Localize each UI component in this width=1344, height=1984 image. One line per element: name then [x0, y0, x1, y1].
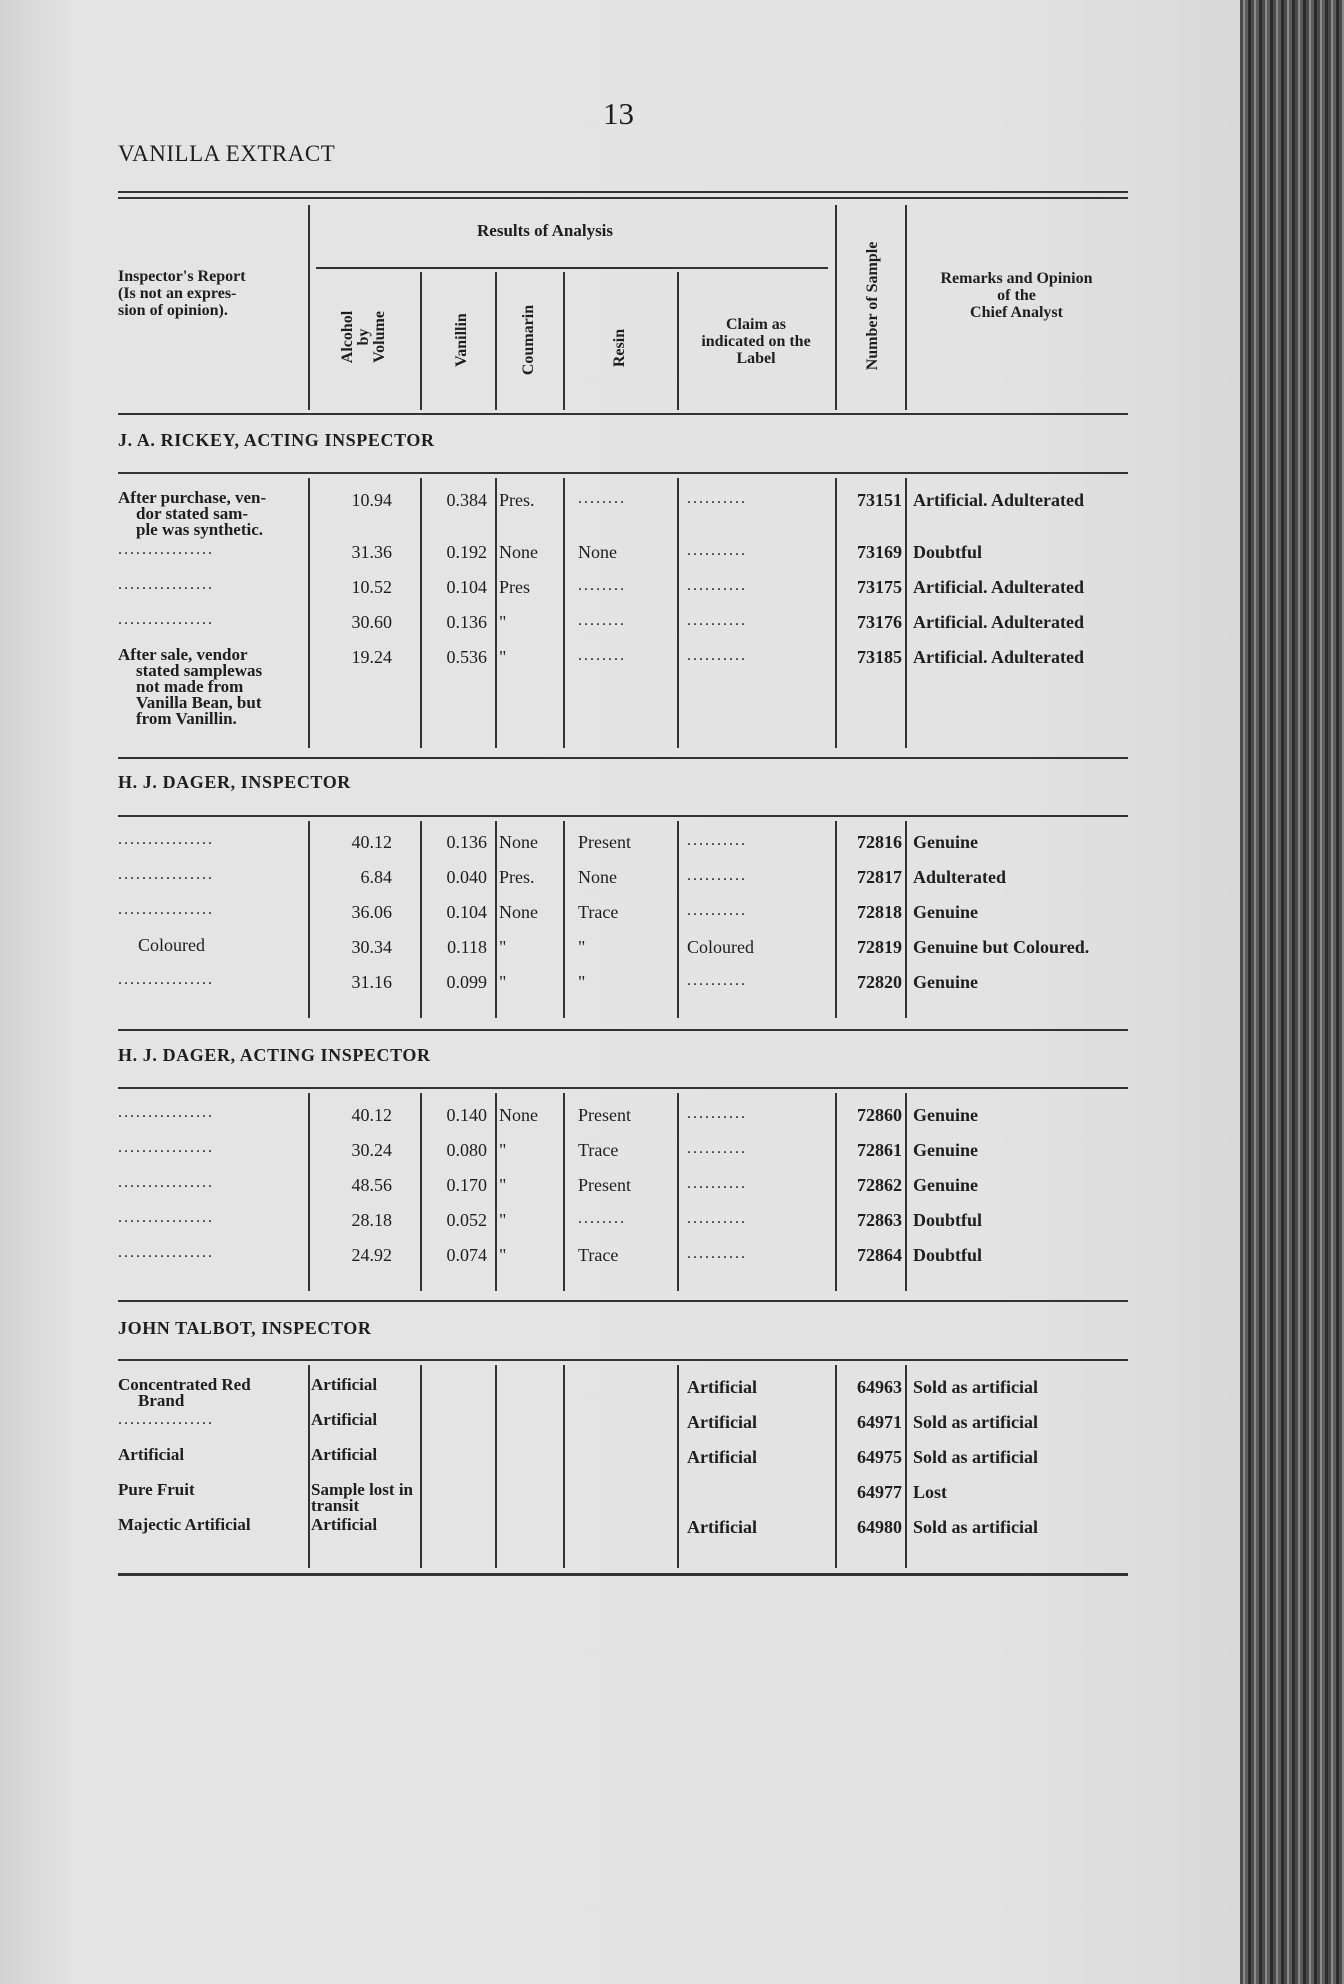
column-divider [495, 272, 497, 410]
column-divider [420, 1365, 422, 1568]
coumarin-cell: " [499, 1210, 507, 1230]
report-line: ................ [118, 866, 214, 883]
sample-number-cell: 64971 [857, 1412, 902, 1432]
inspector-report-cell [118, 832, 306, 848]
column-divider [308, 205, 310, 410]
coumarin-cell: " [499, 612, 507, 632]
header-bottom-rule [118, 413, 1128, 415]
remarks-cell: Genuine [913, 902, 979, 922]
inspector-report-cell [118, 577, 306, 593]
page-title: VANILLA EXTRACT [118, 141, 336, 166]
report-line: Artificial [118, 1445, 185, 1464]
column-divider [563, 1093, 565, 1291]
header-line: (Is not an expres- [118, 285, 237, 302]
column-divider [495, 478, 497, 748]
report-line: ................ [118, 1174, 214, 1191]
header-line: by [355, 328, 372, 346]
claim-cell: Artificial [687, 1377, 757, 1397]
coumarin-cell: " [499, 1140, 507, 1160]
vanillin-cell: 0.099 [446, 972, 487, 992]
vanillin-cell: 0.052 [446, 1210, 487, 1230]
claim-cell: .......... [687, 1245, 747, 1262]
column-divider [495, 1365, 497, 1568]
alcohol-cell: 48.56 [351, 1175, 392, 1195]
alcohol-cell: 30.60 [351, 612, 392, 632]
column-divider [835, 821, 837, 1018]
vanillin-cell: 0.136 [446, 832, 487, 852]
claim-cell: Coloured [687, 937, 754, 957]
resin-cell: Present [578, 1175, 631, 1195]
sample-number-cell: 64975 [857, 1447, 902, 1467]
column-divider [905, 1365, 907, 1568]
remarks-cell: Genuine [913, 972, 979, 992]
resin-cell: Present [578, 1105, 631, 1125]
sample-number-cell: 64977 [857, 1482, 902, 1502]
remarks-cell: Genuine [913, 1175, 979, 1195]
alcohol-cell: 31.16 [351, 972, 392, 992]
claim-cell: .......... [687, 1210, 747, 1227]
remarks-cell: Adulterated [913, 867, 1006, 887]
page-number: 13 [603, 96, 634, 131]
header-line: Coumarin [520, 304, 537, 376]
remarks-header [905, 270, 1128, 321]
coumarin-cell: " [499, 1175, 507, 1195]
sample-number-cell: 72817 [857, 867, 902, 887]
results-group-header: Results of Analysis [477, 221, 614, 240]
remarks-cell: Genuine [913, 832, 979, 852]
report-line: ................ [118, 1411, 214, 1428]
column-divider [420, 1093, 422, 1291]
inspector-report-cell [118, 1517, 306, 1533]
remarks-cell: Doubtful [913, 1210, 983, 1230]
column-divider [905, 821, 907, 1018]
remarks-cell: Artificial. Adulterated [913, 490, 1084, 510]
claim-cell: .......... [687, 832, 747, 849]
inspector-report-header [118, 268, 246, 319]
coumarin-cell: " [499, 647, 507, 667]
column-divider [835, 1093, 837, 1291]
report-line: Pure Fruit [118, 1480, 195, 1499]
alcohol-cell: 30.24 [351, 1140, 392, 1160]
alcohol-cell: Artificial [311, 1515, 378, 1534]
column-divider [420, 821, 422, 1018]
remarks-cell: Genuine but Coloured. [913, 937, 1090, 957]
resin-cell: ........ [578, 1210, 626, 1227]
report-line: Vanilla Bean, but [136, 693, 262, 712]
resin-cell: " [578, 937, 586, 957]
header-line: Alcohol [339, 310, 356, 364]
column-divider [308, 478, 310, 748]
vanillin-cell: 0.536 [446, 647, 487, 667]
report-line: After sale, vendor [118, 645, 248, 664]
remarks-cell: Artificial. Adulterated [913, 647, 1084, 667]
sample-number-cell: 73185 [857, 647, 902, 667]
alcohol-cell: 19.24 [351, 647, 392, 667]
coumarin-cell: None [499, 1105, 538, 1125]
inspector-report-cell [118, 1245, 306, 1261]
column-divider [835, 478, 837, 748]
remarks-cell: Doubtful [913, 1245, 983, 1265]
header-line: Volume [371, 311, 388, 363]
resin-cell: Trace [578, 1140, 619, 1160]
column-divider [563, 1365, 565, 1568]
resin-cell: " [578, 972, 586, 992]
remarks-cell: Genuine [913, 1105, 979, 1125]
resin-cell: Trace [578, 1245, 619, 1265]
sample-number-cell: 72862 [857, 1175, 902, 1195]
column-divider [495, 1093, 497, 1291]
inspector-report-cell [118, 1140, 306, 1156]
inspector-report-cell [118, 1377, 306, 1409]
header-line: indicated on the [701, 333, 811, 350]
sample-number-cell: 72864 [857, 1245, 902, 1265]
sample-number-cell: 72819 [857, 937, 902, 957]
alcohol-header [340, 311, 388, 363]
inspector-report-cell [118, 972, 306, 988]
section-rule [118, 1087, 1128, 1089]
remarks-cell: Sold as artificial [913, 1377, 1038, 1397]
coumarin-cell: None [499, 542, 538, 562]
header-line: Chief Analyst [970, 304, 1063, 321]
coumarin-header [521, 305, 537, 375]
sample-number-cell: 64963 [857, 1377, 902, 1397]
coumarin-cell: " [499, 937, 507, 957]
report-line: Coloured [138, 935, 205, 955]
inspector-report-cell [118, 647, 306, 727]
sample-number-cell: 72863 [857, 1210, 902, 1230]
alcohol-cell: 28.18 [351, 1210, 392, 1230]
column-divider [563, 272, 565, 410]
inspector-report-cell [118, 542, 306, 558]
sample-number-cell: 72860 [857, 1105, 902, 1125]
resin-cell: Trace [578, 902, 619, 922]
sample-number-cell: 72818 [857, 902, 902, 922]
header-line: sion of opinion). [118, 302, 228, 319]
book-page-edges [1240, 0, 1344, 1984]
sample-number-cell: 73169 [857, 542, 902, 562]
section-end-rule [118, 1029, 1128, 1031]
claim-cell: .......... [687, 1105, 747, 1122]
claim-cell: .......... [687, 490, 747, 507]
section-rule [118, 815, 1128, 817]
report-line: ................ [118, 1104, 214, 1121]
alcohol-cell: 6.84 [360, 867, 392, 887]
column-divider [835, 1365, 837, 1568]
section-heading: J. A. RICKEY, ACTING INSPECTOR [118, 430, 435, 450]
alcohol-cell: 10.94 [351, 490, 392, 510]
inspector-report-cell [118, 1482, 306, 1498]
vanillin-cell: 0.104 [446, 577, 487, 597]
inspector-report-cell [118, 902, 306, 918]
alcohol-cell: 40.12 [351, 832, 392, 852]
claim-cell: .......... [687, 972, 747, 989]
resin-cell: ........ [578, 577, 626, 594]
column-divider [905, 1093, 907, 1291]
coumarin-cell: None [499, 902, 538, 922]
alcohol-cell: 24.92 [351, 1245, 392, 1265]
column-divider [677, 1365, 679, 1568]
vanillin-cell: 0.192 [446, 542, 487, 562]
section-rule [118, 472, 1128, 474]
remarks-cell: Genuine [913, 1140, 979, 1160]
header-line: Label [736, 350, 776, 367]
alcohol-cell: Artificial [311, 1445, 378, 1464]
alcohol-cell: Artificial [311, 1410, 378, 1429]
inspector-report-cell [118, 1175, 306, 1191]
inspector-report-cell [118, 1210, 306, 1226]
column-divider [308, 1365, 310, 1568]
inspector-report-cell [118, 937, 306, 953]
column-divider [308, 821, 310, 1018]
sample-number-cell: 72861 [857, 1140, 902, 1160]
vanillin-cell: 0.074 [446, 1245, 487, 1265]
coumarin-cell: None [499, 832, 538, 852]
report-line: not made from [136, 677, 244, 696]
claim-cell: .......... [687, 902, 747, 919]
report-line: stated samplewas [136, 661, 263, 680]
report-line: ................ [118, 1209, 214, 1226]
header-line: Remarks and Opinion [940, 270, 1093, 287]
claim-header [677, 316, 835, 367]
report-line: Concentrated Red [118, 1375, 251, 1394]
report-line: ................ [118, 831, 214, 848]
header-line: Vanillin [453, 313, 470, 367]
resin-header [612, 329, 628, 367]
sample-number-cell: 64980 [857, 1517, 902, 1537]
vanillin-cell: 0.104 [446, 902, 487, 922]
remarks-cell: Doubtful [913, 542, 983, 562]
remarks-cell: Sold as artificial [913, 1517, 1038, 1537]
resin-cell: None [578, 867, 617, 887]
section-heading: H. J. DAGER, ACTING INSPECTOR [118, 1045, 431, 1065]
report-line: ple was synthetic. [136, 520, 264, 539]
remarks-cell: Artificial. Adulterated [913, 612, 1084, 632]
inspector-report-cell [118, 867, 306, 883]
coumarin-cell: " [499, 972, 507, 992]
alcohol-cell: 40.12 [351, 1105, 392, 1125]
header-line: Number of Sample [864, 241, 881, 371]
coumarin-cell: Pres [499, 577, 530, 597]
column-divider [835, 205, 837, 410]
vanillin-cell: 0.040 [446, 867, 487, 887]
vanillin-header [454, 313, 470, 367]
section-heading: H. J. DAGER, INSPECTOR [118, 772, 351, 792]
section-heading: JOHN TALBOT, INSPECTOR [118, 1318, 372, 1338]
alcohol-cell: Artificial [311, 1375, 378, 1394]
alcohol-cell: 10.52 [351, 577, 392, 597]
remarks-cell: Sold as artificial [913, 1412, 1038, 1432]
claim-cell: .......... [687, 1140, 747, 1157]
claim-cell: .......... [687, 647, 747, 664]
report-line: ................ [118, 1244, 214, 1261]
report-line: Brand [138, 1391, 185, 1410]
inspector-report-cell [118, 1412, 306, 1428]
column-divider [420, 478, 422, 748]
claim-cell: .......... [687, 867, 747, 884]
inspector-report-cell [118, 490, 306, 538]
remarks-cell: Sold as artificial [913, 1447, 1038, 1467]
sample-number-cell: 73151 [857, 490, 902, 510]
claim-cell: .......... [687, 577, 747, 594]
alcohol-cell: 30.34 [351, 937, 392, 957]
claim-cell: Artificial [687, 1447, 757, 1467]
report-line: ................ [118, 576, 214, 593]
sample-number-cell: 72820 [857, 972, 902, 992]
report-line: ................ [118, 541, 214, 558]
vanillin-cell: 0.136 [446, 612, 487, 632]
column-divider [563, 478, 565, 748]
claim-cell: Artificial [687, 1517, 757, 1537]
vanillin-cell: 0.140 [446, 1105, 487, 1125]
claim-cell: .......... [687, 542, 747, 559]
resin-cell: None [578, 542, 617, 562]
column-divider [905, 478, 907, 748]
header-line: Resin [611, 328, 628, 368]
inspector-report-cell [118, 612, 306, 628]
alcohol-cell: 31.36 [351, 542, 392, 562]
sample-number-cell: 72816 [857, 832, 902, 852]
vanillin-cell: 0.170 [446, 1175, 487, 1195]
header-line: Inspector's Report [118, 268, 246, 285]
sample-number-cell: 73176 [857, 612, 902, 632]
column-divider [563, 821, 565, 1018]
table-top-rule [118, 197, 1128, 199]
resin-cell: Present [578, 832, 631, 852]
resin-cell: ........ [578, 490, 626, 507]
report-line: from Vanillin. [136, 709, 237, 728]
coumarin-cell: " [499, 1245, 507, 1265]
column-divider [495, 821, 497, 1018]
inspector-report-cell [118, 1447, 306, 1463]
vanillin-cell: 0.080 [446, 1140, 487, 1160]
vanillin-cell: 0.118 [447, 937, 487, 957]
section-end-rule [118, 1573, 1128, 1576]
header-line: Claim as [726, 316, 786, 333]
alcohol-cell: Sample lost in transit [311, 1480, 414, 1515]
report-line: Majectic Artificial [118, 1515, 251, 1534]
sample-number-header [865, 242, 881, 371]
report-line: ................ [118, 971, 214, 988]
results-group-rule [316, 267, 828, 269]
claim-cell: Artificial [687, 1412, 757, 1432]
remarks-cell: Artificial. Adulterated [913, 577, 1084, 597]
resin-cell: ........ [578, 647, 626, 664]
report-line: ................ [118, 901, 214, 918]
claim-cell: .......... [687, 612, 747, 629]
table-top-rule [118, 191, 1128, 193]
alcohol-cell: 36.06 [351, 902, 392, 922]
report-line: ................ [118, 1139, 214, 1156]
header-line: of the [997, 287, 1036, 304]
report-line: After purchase, ven- [118, 488, 267, 507]
coumarin-cell: Pres. [499, 867, 535, 887]
sample-number-cell: 73175 [857, 577, 902, 597]
inspector-report-cell [118, 1105, 306, 1121]
resin-cell: ........ [578, 612, 626, 629]
column-divider [308, 1093, 310, 1291]
section-rule [118, 1359, 1128, 1361]
vanillin-cell: 0.384 [446, 490, 487, 510]
report-line: ................ [118, 611, 214, 628]
section-end-rule [118, 757, 1128, 759]
column-divider [420, 272, 422, 410]
claim-cell: .......... [687, 1175, 747, 1192]
coumarin-cell: Pres. [499, 490, 535, 510]
report-line: dor stated sam- [136, 504, 249, 523]
remarks-cell: Lost [913, 1482, 948, 1502]
section-end-rule [118, 1300, 1128, 1302]
